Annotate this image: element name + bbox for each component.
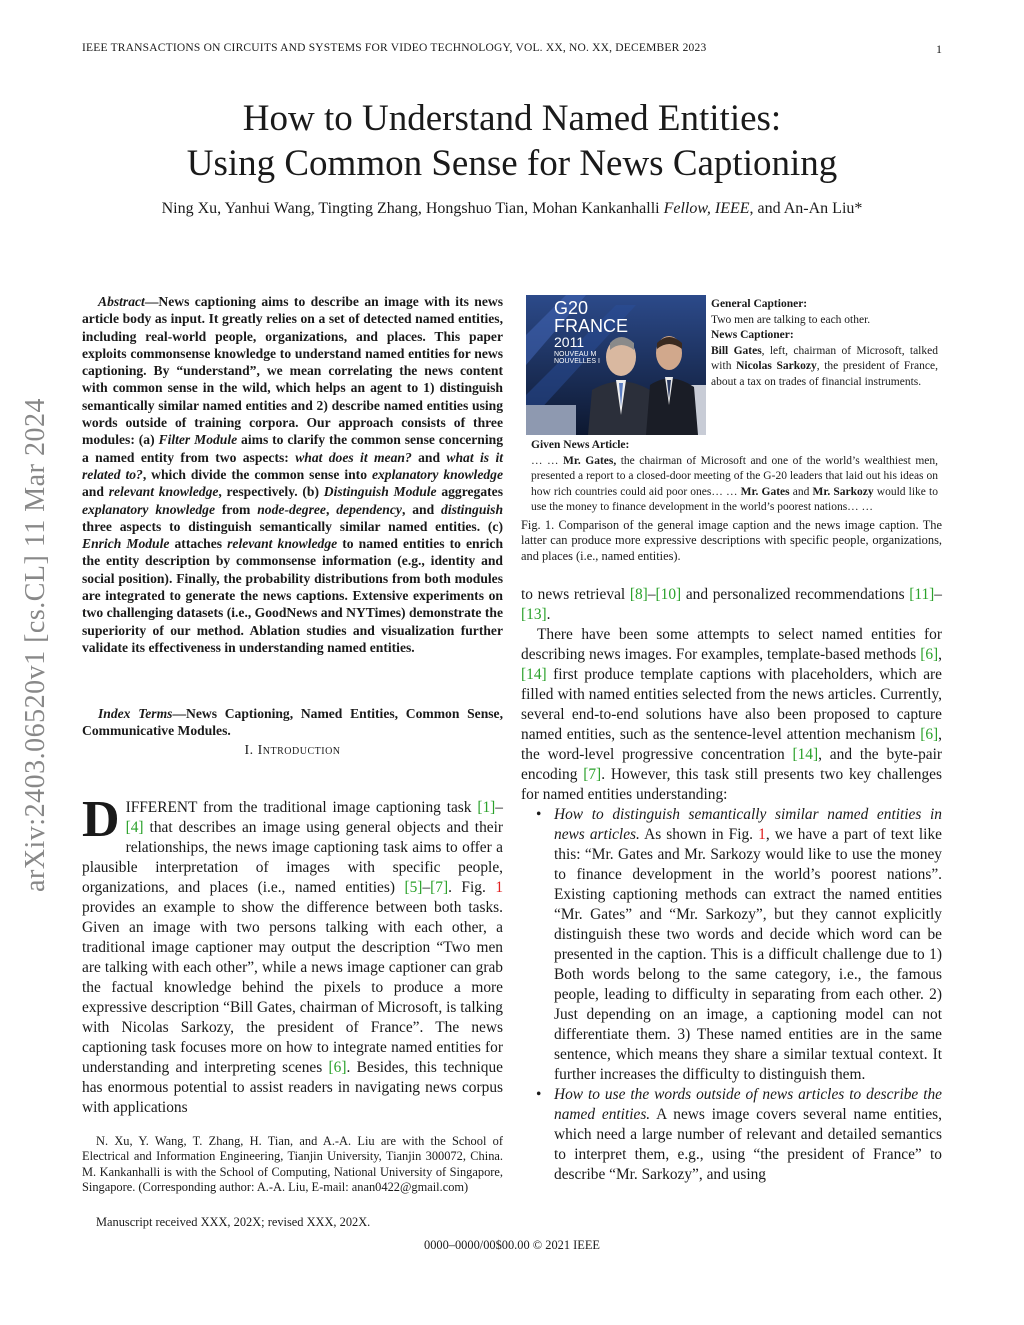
banner-line: 2011	[554, 334, 585, 350]
abstract-text: aims to clarify the common sense concerning a named entity from two aspects:	[82, 432, 503, 465]
body-text: As shown in Fig.	[639, 826, 759, 843]
citation-link[interactable]: [4]	[125, 819, 144, 836]
title-line-2: Using Common Sense for News Captioning	[186, 143, 838, 184]
abstract-term: what does it mean?	[295, 449, 412, 465]
abstract-text: aggregates	[436, 484, 503, 500]
abstract-term: explanatory knowledge	[371, 466, 503, 482]
entity-name: Mr. Gates	[740, 485, 790, 498]
news-captioner-text	[711, 344, 938, 391]
article-part: and	[789, 485, 813, 498]
running-head: IEEE TRANSACTIONS ON CIRCUITS AND SYSTEMS FOR VIDEO TECHNOLOGY, VOL. XX, NO. XX, DECEMBER 2023	[82, 42, 707, 54]
intro-text: provides an example to show the difference between both tasks. Given an image with two persons talking with each other, a traditional image captioner may output the description “Two men are talking with each other”, while a news image captioner can grab the factual knowledge behind the pixels to produce a more expressive description “Bill Gates, chairman of Microsoft, is talking with Nicolas Sarkozy, the president of France”. The news captioning task focuses more on how to integrate named entities for understanding and interpreting scenes	[82, 899, 503, 1076]
citation-link[interactable]: [14]	[792, 746, 819, 763]
article-part: … …	[531, 454, 563, 467]
abstract-text: —News captioning aims to describe an image with its news article body as input. It greatly relies on a set of detected named entities, including real-world people, organizations, and places. This paper exploits commonsense knowledge to understand named entities for news captioning. By “understand”, we mean correlating the news content with common sense in the wild, which helps an agent to 1) distinguish semantically similar named entities and 2) describe named entities using words outside of training corpora. Our approach consists of three modules: (a)	[82, 294, 503, 448]
body-text: A news image covers several name entities, which need a large number of relevant and detailed semantics to interpret them, e.g., using “the president of France” to describe “Mr. Sarkozy”, and using	[554, 1106, 942, 1183]
title-line-1: How to Understand Named Entities:	[242, 98, 782, 139]
right-column-text	[521, 585, 942, 1185]
banner-line: FRANCE	[554, 316, 629, 336]
figure-ref-link[interactable]: 1	[495, 879, 504, 896]
article-text	[531, 454, 938, 516]
body-text: , we have a part of text like this: “Mr. Gates and Mr. Sarkozy would like to use the money to finance development in the world’s poorest nations”. Existing captioning methods can extract the named entities “Mr. Gates” and “Mr. Sarkozy”, but they cannot explicitly distinguish these two words and decide which word can be presented in the caption. This is a difficult challenge due to 1) Both words belong to the same category, i.e., the famous people, leading to difficulty in separating from each other. 2) Just depending on an image, a captioning model can not differentiate them. 3) These named entities are in the same sentence, which means they share a similar textual context. It further increases the difficulty to distinguish them.	[554, 826, 942, 1083]
abstract-text: and	[411, 449, 447, 465]
citation-link[interactable]: [7]	[583, 766, 602, 783]
body-text: , and the byte-pair encoding	[521, 746, 943, 783]
body-text: –	[647, 586, 656, 603]
author-last: , and An-An Liu*	[749, 200, 863, 217]
section-title: Introduction	[257, 743, 341, 758]
body-text: first produce template captions with placeholders, which are filled with named entities selected from the news articles. Currently, several end-to-end solutions have also been proposed to capture named entities, such as the sentence-level attention mechanism	[521, 666, 942, 743]
author-list	[0, 200, 1024, 218]
body-text: to news retrieval	[521, 586, 630, 603]
figure-caption: Fig. 1. Comparison of the general image caption and the news image caption. The latter can produce more expressive descriptions with specific people, organizations, and places (i.e., named entities).	[521, 518, 942, 563]
body-text: and personalized recommendations	[681, 586, 910, 603]
abstract-term: Distinguish Module	[323, 484, 437, 500]
general-captioner-text: Two men are talking to each other.	[711, 313, 871, 326]
list-item	[554, 805, 942, 1085]
abstract-label: Abstract	[98, 294, 145, 309]
photo-banner	[554, 299, 628, 365]
abstract-text: , and	[401, 501, 442, 517]
abstract-text: , which divide the common sense into	[142, 466, 372, 482]
abstract-term: node-degree	[257, 501, 326, 517]
intro-paragraph	[82, 791, 504, 1118]
caption-comparison	[711, 297, 938, 390]
body-text: –	[934, 586, 942, 603]
author-names: Ning Xu, Yanhui Wang, Tingting Zhang, Hongshuo Tian, Mohan Kankanhalli	[161, 200, 660, 217]
challenge-title: How to use the words outside of news articles to describe the named entities.	[554, 1086, 942, 1123]
intro-text: –	[495, 799, 503, 816]
citation-link[interactable]: [11]	[909, 586, 935, 603]
index-terms-text: —News Captioning, Named Entities, Common Sense, Communicative Modules.	[82, 706, 503, 739]
entity-name: Nicolas Sarkozy	[736, 360, 817, 372]
citation-link[interactable]: [6]	[920, 646, 939, 663]
abstract-term: what is it related to?	[82, 449, 503, 482]
abstract-text: three aspects to distinguish semantically similar named entities. (c)	[82, 518, 503, 534]
abstract-term: distinguish	[441, 501, 504, 517]
figure-ref-link[interactable]: 1	[758, 826, 766, 843]
paragraph	[521, 625, 942, 805]
body-text: .	[546, 606, 551, 623]
entity-name: Mr. Sarkozy	[812, 485, 874, 498]
citation-link[interactable]: [10]	[655, 586, 682, 603]
article-label: Given News Article:	[531, 439, 630, 451]
citation-link[interactable]: [13]	[521, 606, 547, 623]
citation-link[interactable]: [8]	[629, 586, 648, 603]
caption-text: , the president of France, about a tax on trades of financial instruments.	[711, 360, 938, 388]
intro-text: . Fig.	[448, 879, 496, 896]
intro-text: that describes an image using general objects and their relationships, the news image captioning task aims to offer a plausible interpretation of images with specific people, organizations, and places (i.e., named entities)	[82, 819, 503, 896]
copyright-line: 0000–0000/00$00.00 © 2021 IEEE	[424, 1238, 600, 1252]
abstract	[82, 293, 503, 656]
abstract-text: from	[215, 501, 258, 517]
manuscript-footnote: Manuscript received XXX, 202X; revised XXX, 202X.	[96, 1215, 371, 1229]
index-terms-label: Index Terms	[98, 706, 173, 721]
index-terms	[82, 705, 503, 740]
abstract-term: relevant knowledge	[108, 484, 219, 500]
challenge-title: How to distinguish semantically similar named entities in news articles.	[554, 806, 942, 843]
arxiv-stamp	[16, 350, 56, 940]
affiliation-footnote: N. Xu, Y. Wang, T. Zhang, H. Tian, and A.-A. Liu are with the School of Electrical and Information Engineering, Tianjin University, Tianjin 300072, China. M. Kankanhalli is with the School of Computing, National University of Singapore, Singapore. (Corresponding author: A.-A. Liu, E-mail: anan0422@gmail.com)	[82, 1134, 503, 1195]
citation-link[interactable]: [6]	[920, 726, 939, 743]
article-part: would like to use the money to finance development in the world’s poorest nations… …	[531, 485, 938, 513]
general-captioner-label: General Captioner:	[711, 298, 808, 310]
news-photo	[526, 295, 706, 435]
entity-name: Bill Gates	[711, 344, 762, 357]
abstract-term: dependency	[336, 501, 402, 517]
figure-1	[521, 295, 942, 513]
given-news-article	[531, 438, 938, 516]
paper-title	[0, 96, 1024, 186]
body-text: There have been some attempts to select named entities for describing news images. For examples, template-based methods	[521, 626, 942, 663]
drop-cap: D	[82, 791, 120, 848]
citation-link[interactable]: [5]	[404, 879, 423, 896]
banner-line: NOUVELLES I	[554, 358, 600, 365]
banner-line: G20	[554, 298, 589, 318]
entity-name: Mr. Gates,	[562, 454, 617, 467]
citation-link[interactable]: [7]	[430, 879, 449, 896]
news-captioner-label: News Captioner:	[711, 329, 794, 341]
banner-line: NOUVEAU M	[554, 351, 597, 358]
citation-link[interactable]: [14]	[521, 666, 547, 683]
citation-link[interactable]: [1]	[477, 799, 496, 816]
intro-text: –	[422, 879, 431, 896]
body-text: , the word-level progressive concentration	[521, 726, 942, 763]
intro-text: IFFERENT from the traditional image captioning task	[125, 799, 478, 816]
author-fellow: Fellow, IEEE	[663, 200, 750, 217]
abstract-term: Filter Module	[158, 432, 238, 448]
section-number: I.	[244, 743, 254, 758]
arxiv-id: arXiv:2403.06520v1 [cs.CL] 11 Mar 2024	[20, 398, 51, 892]
abstract-term: Enrich Module	[82, 536, 170, 552]
abstract-text: and	[82, 484, 109, 500]
abstract-text: , respectively. (b)	[218, 484, 324, 500]
article-part: the chairman of Microsoft and one of the world’s wealthiest men, presented a report to a closed-door meeting of the G-20 leaders that laid out his ideas on how rich countries could aid poor ones… …	[531, 454, 938, 498]
caption-text: , left, chairman of Microsoft, talked with	[711, 344, 938, 372]
page-number: 1	[936, 42, 942, 56]
body-text: . However, this task still presents two key challenges for named entities understanding:	[521, 766, 942, 803]
list-item	[554, 1085, 942, 1185]
paragraph	[521, 585, 942, 625]
body-text: ,	[938, 646, 942, 663]
citation-link[interactable]: [6]	[328, 1059, 347, 1076]
challenge-list	[521, 805, 942, 1185]
abstract-text: attaches	[169, 536, 228, 552]
abstract-text: ,	[325, 501, 337, 517]
abstract-term: relevant knowledge	[227, 536, 338, 552]
abstract-term: explanatory knowledge	[82, 501, 216, 517]
intro-text: . Besides, this technique has enormous potential to assist readers in navigating news corpus with applications	[82, 1059, 503, 1116]
section-heading	[82, 743, 503, 759]
abstract-text: to named entities to enrich the entity description by commonsense information (e.g., identity and social position). Finally, the probability distributions from both modules are integrated to generate the news captions. Extensive experiments on two challenging datasets (i.e., GoodNews and NYTimes) demonstrate the superiority of our method. Ablation studies and visualization further validate its effectiveness in understanding named entities.	[82, 536, 504, 655]
